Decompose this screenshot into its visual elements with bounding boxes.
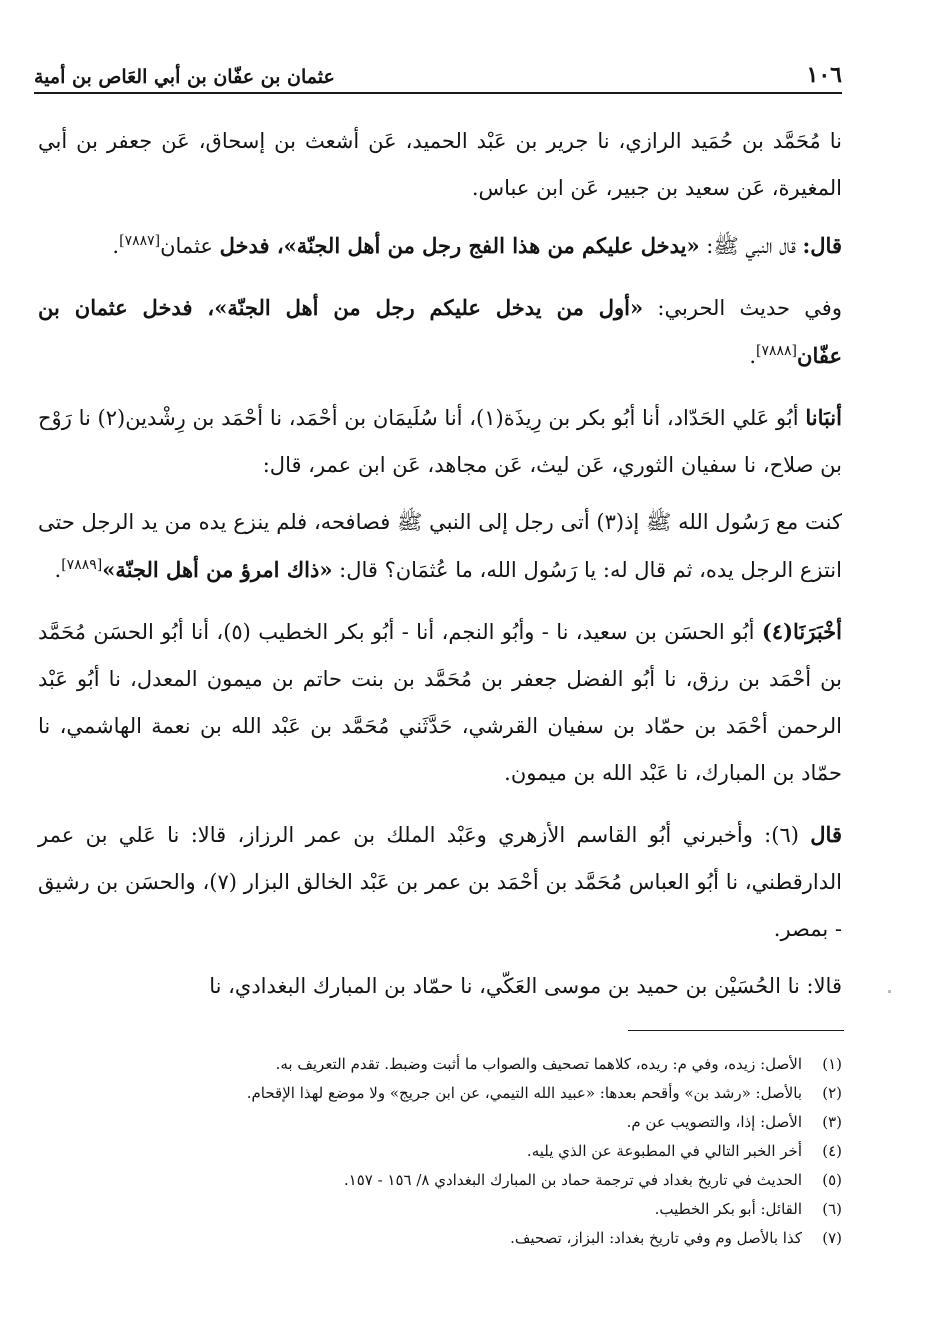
footnote-number: (١)	[822, 1055, 842, 1073]
footnote-text: الأصل: زيده، وفي م: ريده، كلاهما تصحيف والصواب ما أثبت وضبط. تقدم التعريف به.	[275, 1055, 802, 1073]
paragraph-text: كنت مع رَسُول الله ﷺ إذ(٣) أتى رجل إلى النبي ﷺ فصافحه، فلم ينزع يده من يد الرجل حتى انتزع الرجل يده، ثم قال له: يا رَسُول الله، ما عُثمَان؟ قال:	[38, 510, 842, 582]
paragraph-text: قالا: نا الحُسَيْن بن حميد بن موسى العَكّي، نا حمّاد بن المبارك البغدادي، نا	[209, 974, 842, 998]
scan-speck	[888, 990, 891, 993]
paragraph-4	[38, 394, 842, 489]
hadith-number: [٧٨٨٩]	[61, 557, 103, 573]
footnote-text: الأصل: إذا، والتصويب عن م.	[626, 1113, 802, 1131]
header-rule	[34, 92, 842, 94]
footnote-text: أخر الخبر التالي في المطبوعة عن الذي يليه.	[526, 1142, 802, 1160]
hadith-text: «أول من يدخل عليكم رجل من أهل الجنّة»، فدخل عثمان بن عفّان	[38, 295, 842, 368]
paragraph-text: أبُو عَلي الحَدّاد، أنا أبُو بكر بن رِيذَة(١)، أنا سُلَيمَان بن أحْمَد، نا أحْمَد بن رِشْدين(٢) نا رَوْح بن صلاح، نا سفيان الثوري، عَن ليث، عَن مجاهد، عَن ابن عمر، قال:	[38, 406, 842, 477]
footnote-number: (٦)	[822, 1200, 842, 1218]
paragraph-lead: أخْبَرَنَا(٤)	[761, 619, 842, 644]
footnote	[90, 1108, 842, 1137]
running-title: عثمان بن عفّان بن أبي العَاص بن أمية	[34, 66, 335, 88]
page-number: ١٠٦	[806, 62, 842, 88]
paragraph-end: .	[749, 344, 756, 368]
footnote-text: الحديث في تاريخ بغداد في ترجمة حماد بن المبارك البغدادي ٨/ ١٥٦ - ١٥٧.	[343, 1171, 802, 1189]
hadith-number: [٧٨٨٨]	[756, 343, 798, 359]
paragraph-lead: قال	[810, 822, 842, 847]
footnote-number: (٤)	[822, 1142, 842, 1160]
paragraph-6	[38, 608, 842, 797]
footnote-number: (٧)	[822, 1229, 842, 1247]
footnote-text: القائل: أبو بكر الخطيب.	[654, 1200, 802, 1218]
paragraph-text: نا مُحَمَّد بن حُمَيد الرازي، نا جرير بن عَبْد الحميد، عَن أشعث بن إسحاق، عَن جعفر بن أبي المغيرة، عَن سعيد بن جبير، عَن ابن عباس.	[38, 129, 842, 200]
footnote	[90, 1166, 842, 1195]
hadith-number: [٧٨٨٧]	[119, 233, 161, 249]
paragraph-text: أبُو الحسَن بن سعيد، نا - وأبُو النجم، أنا - أبُو بكر الخطيب (٥)، أنا أبُو الحسَن مُحَمَّد بن أحْمَد بن رزق، نا أبُو الفضل جعفر بن مُحَمَّد بن بنت حاتم بن ميمون المعدل، نا أبُو عَبْد الرحمن أحْمَد بن حمّاد بن سفيان القرشي، حَدَّثَني مُحَمَّد بن عَبْد الله بن نعمة الهاشمي، نا حمّاد بن المبارك، نا عَبْد الله بن ميمون.	[38, 620, 842, 785]
footnote-text: كذا بالأصل وم وفي تاريخ بغداد: البزاز، تصحيف.	[510, 1229, 802, 1247]
main-text	[38, 118, 842, 1020]
paragraph-7	[38, 811, 842, 953]
paragraph-tail: عثمان	[160, 234, 220, 258]
paragraph-lead: قال:	[802, 233, 842, 258]
footnote-text: بالأصل: «رشد بن» وأقحم بعدها: «عبيد الله التيمي، عن ابن جريج» ولا موضع لهذا الإقحام.	[246, 1084, 802, 1102]
footnote	[90, 1224, 842, 1253]
footnotes	[90, 1050, 842, 1253]
paragraph-lead: أنبَانا	[805, 405, 842, 430]
paragraph-text: قال النبي ﷺ:	[699, 234, 803, 258]
footnote-number: (٣)	[822, 1113, 842, 1131]
paragraph-end: .	[112, 234, 120, 258]
hadith-text: «يدخل عليكم من هذا الفج رجل من أهل الجنّة»، فدخل	[219, 233, 700, 258]
paragraph-text: (٦): وأخبرني أبُو القاسم الأزهري وعَبْد الملك بن عمر الرزاز، قالا: نا عَلي بن عمر الدارقطني، نا أبُو العباس مُحَمَّد بن أحْمَد بن عمر بن عَبْد الخالق البزار (٧)، والحسَن بن رشيق - بمصر.	[38, 823, 842, 941]
footnote-rule	[628, 1030, 844, 1031]
page-header	[34, 52, 842, 88]
hadith-text: «ذاك امرؤ من أهل الجنّة»	[102, 557, 333, 582]
footnote	[90, 1050, 842, 1079]
footnote-number: (٥)	[822, 1171, 842, 1189]
footnote	[90, 1137, 842, 1166]
footnote	[90, 1079, 842, 1108]
paragraph-3	[38, 284, 842, 380]
footnote-number: (٢)	[822, 1084, 842, 1102]
paragraph-2	[38, 222, 842, 270]
paragraph-5	[38, 499, 842, 594]
paragraph-end: .	[54, 558, 62, 582]
paragraph-8	[38, 963, 842, 1010]
paragraph-1	[38, 118, 842, 212]
footnote	[90, 1195, 842, 1224]
paragraph-text: وفي حديث الحربي:	[643, 296, 842, 320]
